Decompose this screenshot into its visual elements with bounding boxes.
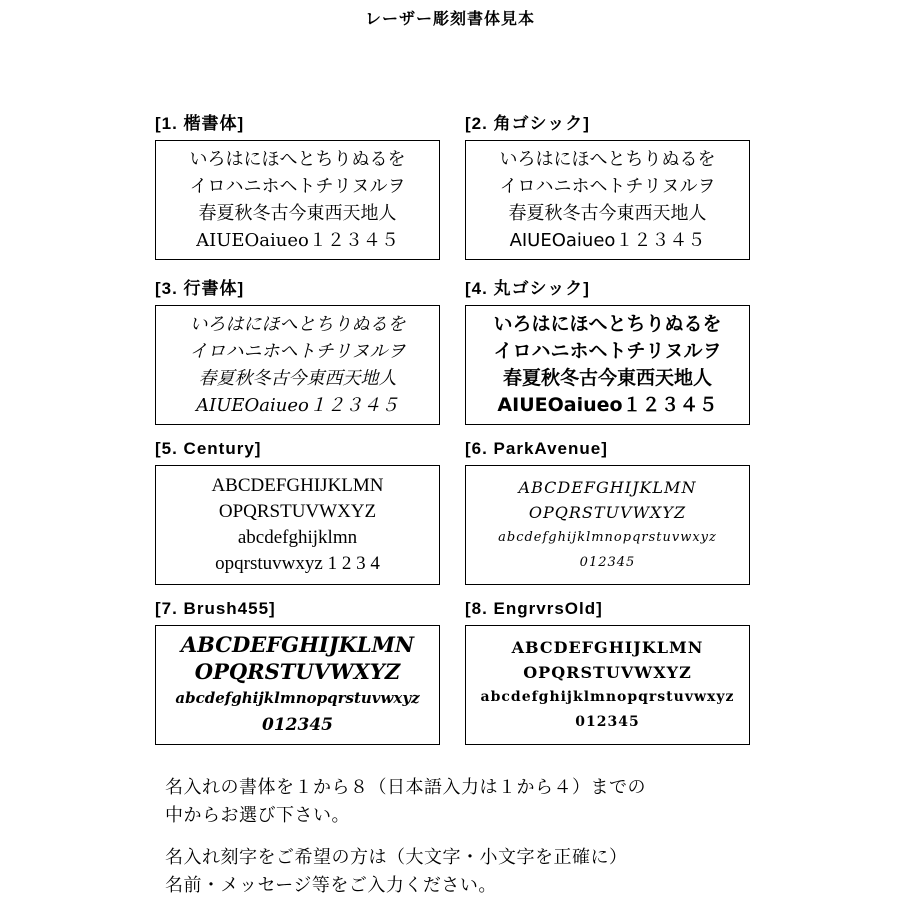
sample-line: 012345 — [262, 715, 333, 735]
font-sample-6-label: [6. ParkAvenue] — [465, 439, 608, 458]
sample-line: abcdefghijklmn — [237, 527, 358, 548]
sample-line: abcdefghijklmnopqrstuvwxyz — [175, 689, 420, 707]
font-sample-5-box — [155, 465, 440, 585]
sample-line: AIUEOaiueo１２３４５ — [196, 395, 399, 416]
sample-line: OPQRSTUVWXYZ — [528, 503, 687, 522]
sample-line: OPQRSTUVWXYZ — [194, 659, 401, 684]
sample-line: 春夏秋冬古今東西天地人 — [198, 203, 397, 224]
sample-line: イロハニホヘトチリヌルヲ — [189, 341, 406, 362]
sample-line: AIUEOaiueo１２３４５ — [497, 394, 718, 416]
sample-line: AIUEOaiueo１２３４５ — [509, 230, 706, 251]
sample-line: 012345 — [575, 714, 640, 730]
sample-line: いろはにほへとちりぬるを — [499, 149, 716, 170]
sample-line: 春夏秋冬古今東西天地人 — [198, 368, 397, 389]
sample-line: イロハニホヘトチリヌルヲ — [493, 340, 722, 362]
sample-line: OPQRSTUVWXYZ — [218, 501, 377, 522]
note-line: 中からお選び下さい。 — [165, 805, 350, 825]
font-sample-7-box — [155, 625, 440, 745]
font-sample-7-label: [7. Brush455] — [155, 599, 276, 618]
font-sample-1-box — [155, 140, 440, 260]
sample-line: ABCDEFGHIJKLMN — [180, 632, 415, 657]
sample-line: いろはにほへとちりぬるを — [189, 149, 406, 170]
note-engraving-request — [165, 843, 900, 899]
font-sample-grid — [155, 109, 750, 745]
font-sample-1 — [155, 109, 440, 260]
font-sample-8-label: [8. EngrvrsOld] — [465, 599, 603, 618]
font-sample-8-box — [465, 625, 750, 745]
sample-line: いろはにほへとちりぬるを — [189, 314, 406, 335]
font-sample-6 — [465, 439, 750, 585]
font-sample-3-box — [155, 305, 440, 425]
page-title: レーザー彫刻書体見本 — [364, 11, 535, 28]
font-sample-2-label: [2. 角ゴシック] — [465, 114, 590, 133]
font-sample-4-label: [4. 丸ゴシック] — [465, 279, 590, 298]
sample-line: 春夏秋冬古今東西天地人 — [508, 203, 707, 224]
font-sample-4 — [465, 274, 750, 425]
sample-line: いろはにほへとちりぬるを — [493, 313, 722, 335]
font-sample-5 — [155, 439, 440, 585]
font-sample-6-box — [465, 465, 750, 585]
font-sample-3-label: [3. 行書体] — [155, 279, 245, 298]
note-line: 名入れ刻字をご希望の方は（大文字・小文字を正確に） — [165, 847, 628, 867]
font-sample-2 — [465, 109, 750, 260]
sample-line: イロハニホヘトチリヌルヲ — [499, 176, 716, 197]
sample-line: ABCDEFGHIJKLMN — [211, 475, 384, 496]
sample-line: 012345 — [579, 555, 636, 570]
sample-line: abcdefghijklmnopqrstuvwxyz — [498, 530, 717, 545]
font-sample-5-label: [5. Century] — [155, 439, 262, 458]
sample-line: ABCDEFGHIJKLMN — [511, 638, 704, 657]
font-sample-3 — [155, 274, 440, 425]
sample-line: 春夏秋冬古今東西天地人 — [502, 367, 712, 389]
note-line: 名入れの書体を１から８（日本語入力は１から４）までの — [165, 777, 646, 797]
sample-line: ABCDEFGHIJKLMN — [518, 478, 697, 497]
sample-line: opqrstuvwxyz 1 2 3 4 — [215, 553, 380, 574]
font-sample-4-box — [465, 305, 750, 425]
sample-line: イロハニホヘトチリヌルヲ — [189, 176, 406, 197]
note-line: 名前・メッセージ等をご入力ください。 — [165, 875, 497, 895]
note-font-selection — [165, 773, 900, 829]
font-sample-8 — [465, 599, 750, 745]
font-sample-2-box — [465, 140, 750, 260]
footer-notes — [165, 773, 900, 899]
font-sample-7 — [155, 599, 440, 745]
sample-line: AIUEOaiueo１２３４５ — [196, 230, 399, 251]
sample-line: abcdefghijklmnopqrstuvwxyz — [480, 689, 735, 705]
sample-line: OPQRSTUVWXYZ — [523, 663, 692, 682]
font-sample-1-label: [1. 楷書体] — [155, 114, 245, 133]
